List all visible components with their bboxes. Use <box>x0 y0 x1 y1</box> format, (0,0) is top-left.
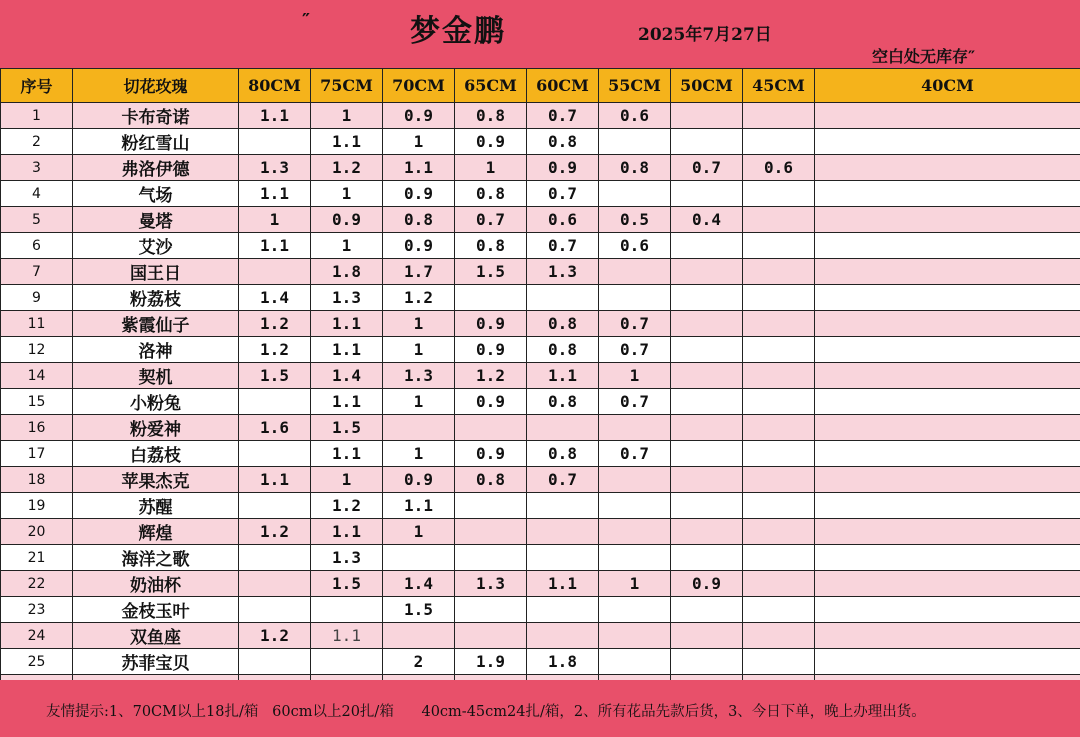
row-number: 9 <box>1 285 73 311</box>
price-cell: 1.1 <box>239 103 311 129</box>
price-cell: 1.1 <box>239 233 311 259</box>
price-cell <box>671 311 743 337</box>
price-cell <box>671 649 743 675</box>
price-cell: 1 <box>311 181 383 207</box>
table-row <box>1 415 1080 441</box>
price-cell <box>671 337 743 363</box>
variety-name: 紫霞仙子 <box>73 311 239 337</box>
price-cell <box>815 233 1080 259</box>
price-cell <box>311 649 383 675</box>
price-cell: 1 <box>383 129 455 155</box>
price-cell <box>671 545 743 571</box>
row-number: 12 <box>1 337 73 363</box>
price-cell: 0.8 <box>455 181 527 207</box>
price-cell: 0.9 <box>383 181 455 207</box>
table-row <box>1 181 1080 207</box>
price-cell <box>671 259 743 285</box>
table-row <box>1 389 1080 415</box>
variety-name: 艾沙 <box>73 233 239 259</box>
price-cell: 0.9 <box>671 571 743 597</box>
price-cell: 0.8 <box>383 207 455 233</box>
price-cell: 0.6 <box>599 233 671 259</box>
table-row <box>1 233 1080 259</box>
stock-note: 空白处无库存″ <box>872 47 976 66</box>
variety-name: 契机 <box>73 363 239 389</box>
price-cell <box>671 415 743 441</box>
price-cell: 1.1 <box>311 623 383 649</box>
price-cell <box>671 441 743 467</box>
price-cell <box>815 285 1080 311</box>
price-cell: 1.3 <box>383 363 455 389</box>
price-cell <box>743 597 815 623</box>
price-cell: 1.8 <box>527 649 599 675</box>
price-cell <box>743 259 815 285</box>
price-cell <box>239 441 311 467</box>
price-cell: 0.5 <box>599 207 671 233</box>
price-cell <box>743 571 815 597</box>
variety-name: 曼塔 <box>73 207 239 233</box>
column-header: 65CM <box>455 69 527 103</box>
column-header: 40CM <box>815 69 1080 103</box>
price-cell <box>599 285 671 311</box>
price-cell: 0.4 <box>671 207 743 233</box>
price-cell <box>815 493 1080 519</box>
price-cell <box>455 519 527 545</box>
table-row <box>1 441 1080 467</box>
price-cell: 1.1 <box>383 493 455 519</box>
price-cell <box>599 597 671 623</box>
row-number: 17 <box>1 441 73 467</box>
price-cell <box>815 337 1080 363</box>
price-cell <box>671 493 743 519</box>
table-row <box>1 207 1080 233</box>
price-cell <box>383 623 455 649</box>
price-cell: 1 <box>599 571 671 597</box>
price-cell <box>239 493 311 519</box>
price-cell <box>743 389 815 415</box>
price-cell <box>239 389 311 415</box>
price-cell: 0.9 <box>455 337 527 363</box>
price-cell <box>815 129 1080 155</box>
price-cell: 0.8 <box>455 103 527 129</box>
price-cell: 1 <box>383 441 455 467</box>
price-cell <box>527 493 599 519</box>
price-cell: 1.1 <box>311 129 383 155</box>
price-cell: 1 <box>311 103 383 129</box>
table-row <box>1 259 1080 285</box>
footer-note: 友情提示:1、70CM以上18扎/箱 60cm以上20扎/箱 40cm-45cm24扎/箱，2、所有花品先款后货，3、今日下单，晚上办理出货。 <box>46 704 926 720</box>
price-cell: 1.1 <box>527 363 599 389</box>
row-number: 5 <box>1 207 73 233</box>
price-cell: 0.8 <box>527 389 599 415</box>
price-cell: 0.8 <box>527 441 599 467</box>
row-number: 18 <box>1 467 73 493</box>
price-cell <box>455 493 527 519</box>
price-cell <box>815 519 1080 545</box>
price-cell <box>599 519 671 545</box>
price-cell <box>599 181 671 207</box>
price-cell: 0.9 <box>455 441 527 467</box>
price-cell <box>383 545 455 571</box>
price-cell: 0.6 <box>599 103 671 129</box>
variety-name: 卡布奇诺 <box>73 103 239 129</box>
price-cell <box>239 259 311 285</box>
price-cell <box>815 441 1080 467</box>
price-cell <box>599 415 671 441</box>
price-cell: 1.1 <box>527 571 599 597</box>
column-header: 50CM <box>671 69 743 103</box>
price-cell: 1 <box>383 519 455 545</box>
price-cell: 0.7 <box>527 103 599 129</box>
price-cell: 0.7 <box>599 389 671 415</box>
price-cell: 1.3 <box>527 259 599 285</box>
variety-name: 金枝玉叶 <box>73 597 239 623</box>
column-header: 切花玫瑰 <box>73 69 239 103</box>
table-row <box>1 545 1080 571</box>
price-cell <box>815 181 1080 207</box>
variety-name: 国王日 <box>73 259 239 285</box>
price-cell: 1.3 <box>311 285 383 311</box>
price-cell <box>671 233 743 259</box>
price-cell <box>239 649 311 675</box>
row-number: 3 <box>1 155 73 181</box>
price-cell <box>743 337 815 363</box>
price-cell <box>599 623 671 649</box>
price-cell <box>599 545 671 571</box>
price-cell <box>455 623 527 649</box>
column-header: 70CM <box>383 69 455 103</box>
price-cell <box>815 207 1080 233</box>
price-cell: 1.1 <box>311 441 383 467</box>
price-cell: 0.7 <box>455 207 527 233</box>
variety-name: 白荔枝 <box>73 441 239 467</box>
price-cell: 0.7 <box>527 181 599 207</box>
row-number: 2 <box>1 129 73 155</box>
variety-name: 气场 <box>73 181 239 207</box>
price-cell: 1.2 <box>311 155 383 181</box>
price-cell: 1.2 <box>239 311 311 337</box>
price-cell <box>743 649 815 675</box>
price-cell: 0.9 <box>455 311 527 337</box>
price-cell <box>455 545 527 571</box>
price-cell: 1 <box>383 337 455 363</box>
price-cell <box>455 285 527 311</box>
price-cell: 0.7 <box>671 155 743 181</box>
price-cell: 0.9 <box>527 155 599 181</box>
price-cell <box>815 467 1080 493</box>
row-number: 25 <box>1 649 73 675</box>
table-row <box>1 571 1080 597</box>
price-cell <box>743 129 815 155</box>
table-row <box>1 363 1080 389</box>
price-cell <box>671 129 743 155</box>
column-header: 60CM <box>527 69 599 103</box>
price-cell: 1 <box>599 363 671 389</box>
row-number: 15 <box>1 389 73 415</box>
price-cell <box>599 259 671 285</box>
table-row <box>1 467 1080 493</box>
price-cell <box>671 103 743 129</box>
price-cell <box>599 467 671 493</box>
price-cell: 0.9 <box>383 103 455 129</box>
variety-name: 粉爱神 <box>73 415 239 441</box>
price-cell: 0.8 <box>455 233 527 259</box>
page-title: 梦金鹏 <box>410 14 506 49</box>
price-cell: 1.1 <box>239 467 311 493</box>
price-cell: 0.7 <box>599 337 671 363</box>
price-cell: 1.5 <box>455 259 527 285</box>
price-cell: 1 <box>239 207 311 233</box>
price-cell <box>815 545 1080 571</box>
variety-name: 海洋之歌 <box>73 545 239 571</box>
price-cell <box>671 285 743 311</box>
price-cell: 1.4 <box>311 363 383 389</box>
price-cell <box>743 233 815 259</box>
table-row <box>1 155 1080 181</box>
variety-name: 辉煌 <box>73 519 239 545</box>
price-cell <box>599 649 671 675</box>
price-cell: 0.7 <box>599 441 671 467</box>
row-number: 14 <box>1 363 73 389</box>
price-cell: 1.3 <box>311 545 383 571</box>
price-cell: 1.4 <box>239 285 311 311</box>
price-cell: 0.6 <box>527 207 599 233</box>
price-cell <box>239 129 311 155</box>
price-cell: 0.8 <box>455 467 527 493</box>
variety-name: 弗洛伊德 <box>73 155 239 181</box>
top-banner <box>0 0 1080 68</box>
price-cell <box>743 311 815 337</box>
table-row <box>1 129 1080 155</box>
price-cell: 0.9 <box>383 467 455 493</box>
price-cell: 1.2 <box>311 493 383 519</box>
price-cell <box>239 571 311 597</box>
row-number: 11 <box>1 311 73 337</box>
price-cell: 1.5 <box>311 571 383 597</box>
price-cell <box>743 519 815 545</box>
variety-name: 苏醒 <box>73 493 239 519</box>
price-cell <box>383 415 455 441</box>
price-cell <box>743 467 815 493</box>
row-number: 19 <box>1 493 73 519</box>
variety-name: 小粉兔 <box>73 389 239 415</box>
price-cell: 1.3 <box>455 571 527 597</box>
price-cell <box>743 623 815 649</box>
row-number: 7 <box>1 259 73 285</box>
price-cell: 0.8 <box>527 129 599 155</box>
price-cell: 1.2 <box>455 363 527 389</box>
column-header: 80CM <box>239 69 311 103</box>
price-cell <box>671 519 743 545</box>
price-cell: 0.6 <box>743 155 815 181</box>
column-header: 45CM <box>743 69 815 103</box>
price-cell: 0.8 <box>527 337 599 363</box>
column-header: 75CM <box>311 69 383 103</box>
price-cell <box>743 441 815 467</box>
price-cell <box>311 597 383 623</box>
variety-name: 苏菲宝贝 <box>73 649 239 675</box>
date-label: 2025年7月27日 <box>638 25 772 45</box>
price-cell <box>743 545 815 571</box>
price-cell: 1.4 <box>383 571 455 597</box>
table-row <box>1 493 1080 519</box>
price-cell: 1.1 <box>311 311 383 337</box>
row-number: 6 <box>1 233 73 259</box>
variety-name: 双鱼座 <box>73 623 239 649</box>
price-cell <box>671 389 743 415</box>
price-cell <box>815 623 1080 649</box>
price-cell: 0.7 <box>527 233 599 259</box>
table-row <box>1 649 1080 675</box>
price-cell: 1.3 <box>239 155 311 181</box>
price-cell: 1 <box>383 389 455 415</box>
price-cell <box>743 415 815 441</box>
price-cell <box>527 285 599 311</box>
price-cell <box>815 103 1080 129</box>
table-row <box>1 597 1080 623</box>
price-cell: 0.9 <box>455 129 527 155</box>
price-cell <box>815 259 1080 285</box>
price-cell: 1.6 <box>239 415 311 441</box>
table-row <box>1 623 1080 649</box>
price-cell: 1.1 <box>311 519 383 545</box>
column-header: 序号 <box>1 69 73 103</box>
price-cell <box>815 155 1080 181</box>
price-cell: 1.1 <box>383 155 455 181</box>
price-cell <box>671 597 743 623</box>
price-cell: 1.2 <box>239 519 311 545</box>
price-cell: 1.1 <box>311 389 383 415</box>
price-cell: 1 <box>311 233 383 259</box>
price-cell: 1.8 <box>311 259 383 285</box>
price-cell: 1.1 <box>239 181 311 207</box>
column-header: 55CM <box>599 69 671 103</box>
price-cell <box>815 389 1080 415</box>
price-cell: 0.8 <box>599 155 671 181</box>
variety-name: 苹果杰克 <box>73 467 239 493</box>
row-number: 21 <box>1 545 73 571</box>
price-cell: 1.1 <box>311 337 383 363</box>
price-cell: 0.9 <box>383 233 455 259</box>
price-cell: 1.5 <box>311 415 383 441</box>
row-number: 22 <box>1 571 73 597</box>
price-cell <box>815 363 1080 389</box>
price-cell <box>527 415 599 441</box>
price-cell: 0.8 <box>527 311 599 337</box>
table-row <box>1 337 1080 363</box>
price-cell <box>815 311 1080 337</box>
price-cell: 1.9 <box>455 649 527 675</box>
price-cell <box>671 623 743 649</box>
price-cell <box>815 571 1080 597</box>
price-cell <box>455 415 527 441</box>
price-cell: 2 <box>383 649 455 675</box>
price-cell <box>743 285 815 311</box>
price-cell <box>743 207 815 233</box>
price-cell: 1.5 <box>239 363 311 389</box>
price-cell <box>527 519 599 545</box>
price-cell <box>527 545 599 571</box>
row-number: 1 <box>1 103 73 129</box>
row-number: 16 <box>1 415 73 441</box>
table-header-row <box>1 69 1080 103</box>
price-cell: 1.5 <box>383 597 455 623</box>
variety-name: 奶油杯 <box>73 571 239 597</box>
price-cell <box>239 597 311 623</box>
price-cell <box>743 181 815 207</box>
price-cell <box>815 649 1080 675</box>
variety-name: 洛神 <box>73 337 239 363</box>
price-table <box>0 68 1080 701</box>
price-cell <box>671 363 743 389</box>
variety-name: 粉荔枝 <box>73 285 239 311</box>
row-number: 24 <box>1 623 73 649</box>
table-row <box>1 285 1080 311</box>
price-cell: 1.2 <box>239 623 311 649</box>
price-cell: 0.7 <box>599 311 671 337</box>
price-cell: 1 <box>383 311 455 337</box>
price-cell: 1.7 <box>383 259 455 285</box>
quote-mark: ″ <box>302 10 311 31</box>
table-row <box>1 519 1080 545</box>
price-cell: 0.9 <box>455 389 527 415</box>
price-cell: 1.2 <box>239 337 311 363</box>
table-row <box>1 103 1080 129</box>
price-cell: 0.7 <box>527 467 599 493</box>
price-cell <box>527 623 599 649</box>
price-cell <box>743 103 815 129</box>
row-number: 20 <box>1 519 73 545</box>
price-cell <box>527 597 599 623</box>
price-cell <box>599 129 671 155</box>
bottom-banner <box>0 680 1080 737</box>
price-cell <box>743 363 815 389</box>
price-cell <box>815 597 1080 623</box>
row-number: 4 <box>1 181 73 207</box>
price-cell <box>743 493 815 519</box>
table-row <box>1 311 1080 337</box>
price-cell: 1 <box>455 155 527 181</box>
price-cell: 0.9 <box>311 207 383 233</box>
price-cell <box>815 415 1080 441</box>
variety-name: 粉红雪山 <box>73 129 239 155</box>
price-cell: 1 <box>311 467 383 493</box>
price-cell: 1.2 <box>383 285 455 311</box>
price-cell <box>671 467 743 493</box>
price-cell <box>455 597 527 623</box>
price-cell <box>599 493 671 519</box>
price-cell <box>239 545 311 571</box>
price-cell <box>671 181 743 207</box>
row-number: 23 <box>1 597 73 623</box>
